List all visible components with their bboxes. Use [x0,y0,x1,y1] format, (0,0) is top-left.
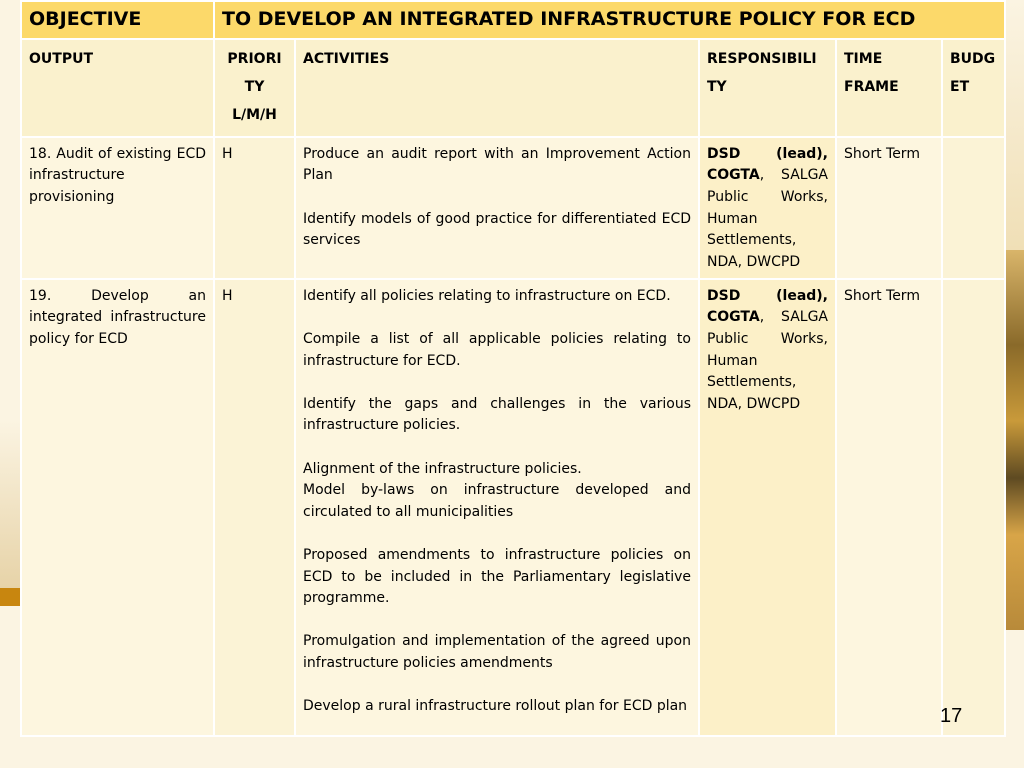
activity-item: Promulgation and implementation of the agreed upon infrastructure policies amendments [303,633,691,671]
table-row [21,137,1005,279]
objective-row [21,1,1005,39]
responsibility-cell: DSD (lead), COGTA, SALGA Public Works, Human Settlements, NDA, DWCPD [699,137,836,279]
activity-item: Model by-laws on infrastructure developed and circulated to all municipalities [303,482,691,520]
header-budget: BUDG ET [942,39,1005,137]
activity-item: Alignment of the infrastructure policies. [303,460,582,477]
background-left-fade [0,420,20,588]
activity-item: Develop a rural infrastructure rollout plan for ECD plan [303,698,688,715]
objective-label: OBJECTIVE [21,1,214,39]
activity-item: Identify models of good practice for differentiated ECD services [303,210,691,249]
page-number: 17 [940,705,963,727]
priority-cell: H [214,279,295,736]
header-responsibility: RESPONSIBILI TY [699,39,836,137]
output-cell: 18. Audit of existing ECD infrastructure provisioning [21,137,214,279]
activities-cell [295,137,699,279]
budget-cell [942,279,1005,736]
activity-item: Proposed amendments to infrastructure policies on ECD to be included in the Parliamentary legislative programme. [303,546,691,607]
activity-item: Identify all policies relating to infrastructure on ECD. [303,287,671,304]
time-frame-cell: Short Term [836,279,942,736]
output-cell: 19. Develop an integrated infrastructure policy for ECD [21,279,214,736]
background-left-accent-bar [0,588,20,606]
activities-cell [295,279,699,736]
activity-item: Identify the gaps and challenges in the various infrastructure policies. [303,395,691,434]
objective-value: TO DEVELOP AN INTEGRATED INFRASTRUCTURE POLICY FOR ECD [214,1,1005,39]
activity-item: Compile a list of all applicable policies relating to infrastructure for ECD. [303,331,691,369]
header-activities: ACTIVITIES [295,39,699,137]
table-row [21,279,1005,736]
budget-cell [942,137,1005,279]
header-time-frame: TIME FRAME [836,39,942,137]
activity-item: Produce an audit report with an Improvement Action Plan [303,145,691,184]
time-frame-cell: Short Term [836,137,942,279]
header-priority: PRIORI TY L/M/H [214,39,295,137]
responsibility-cell: DSD (lead), COGTA, SALGA Public Works, Human Settlements, NDA, DWCPD [699,279,836,736]
header-row [21,39,1005,137]
priority-cell: H [214,137,295,279]
ecd-policy-table [20,0,1006,737]
header-output: OUTPUT [21,39,214,137]
